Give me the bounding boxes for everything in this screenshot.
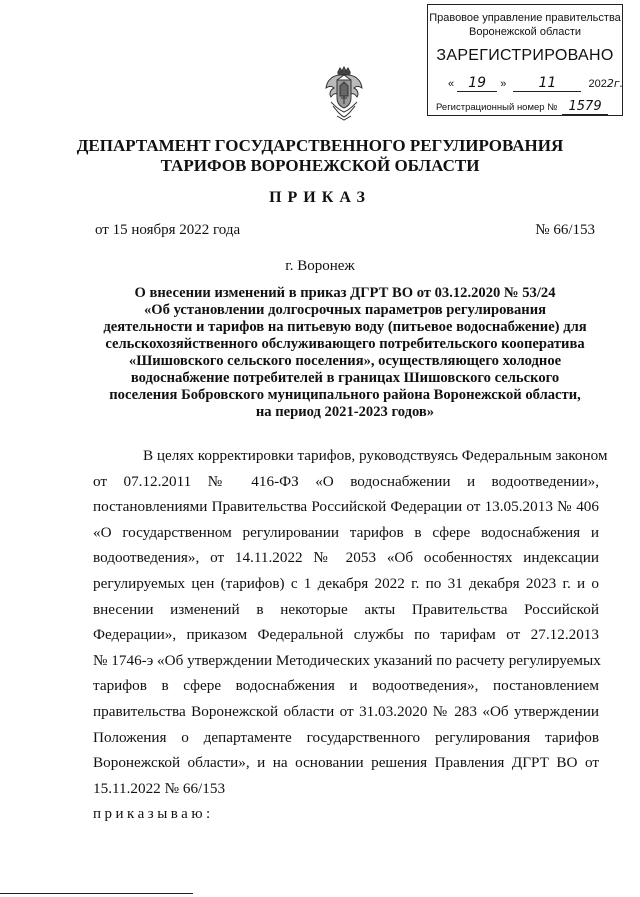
subject-line: поселения Бобровского муниципального района Воронежской области,	[109, 387, 581, 403]
footer-divider	[0, 893, 193, 894]
body-line: № 1746-э «Об утверждении Методических указаний по расчету регулируемых	[93, 651, 601, 669]
stamp-title: ЗАРЕГИСТРИРОВАНО	[436, 47, 614, 64]
subject-line: деятельности и тарифов на питьевую воду (питьевое водоснабжение) для	[103, 319, 587, 335]
document-date: от 15 ноября 2022 года	[95, 222, 241, 238]
body-line: Положения о департаменте государственного регулирования тарифов	[93, 728, 599, 746]
department-line1: ДЕПАРТАМЕНТ ГОСУДАРСТВЕННОГО РЕГУЛИРОВАНИЯ	[76, 136, 564, 155]
coat-of-arms-icon	[323, 66, 365, 122]
body-line: правительства Воронежской области от 31.03.2020 № 283 «Об утверждении	[93, 702, 599, 720]
body-line: от 07.12.2011 № 416-ФЗ «О водоснабжении и водоотведении»,	[93, 472, 599, 490]
subject-line: водоснабжение потребителей в границах Шишовского сельского	[130, 370, 560, 386]
subject-line: «Об установлении долгосрочных параметров регулирования	[143, 302, 546, 318]
body-line: Воронежской области», и на основании решения Правления ДГРТ ВО от	[93, 754, 599, 772]
subject-line: на период 2021-2023 годов»	[255, 404, 435, 420]
subject-line: О внесении изменений в приказ ДГРТ ВО от 03.12.2020 № 53/24	[134, 285, 556, 301]
stamp-year-suffix: 2г.	[606, 77, 624, 90]
stamp-year-prefix: 202	[588, 78, 607, 90]
order-word: приказываю:	[93, 806, 214, 822]
registration-stamp	[427, 4, 623, 116]
stamp-org-line2: Воронежской области	[468, 26, 581, 38]
body-line: водоотведения», от 14.11.2022 № 2053 «Об особенностях индексации	[93, 549, 599, 567]
stamp-quote-close: »	[500, 78, 507, 90]
document-body	[93, 443, 608, 801]
body-line: 15.11.2022 № 66/153	[93, 779, 226, 797]
document-city: г. Воронеж	[285, 258, 355, 274]
stamp-org-line1: Правовое управление правительства	[429, 12, 621, 24]
document-subject	[92, 285, 598, 421]
subject-line: сельскохозяйственного обслуживающего потребительского кооператива	[105, 336, 585, 352]
stamp-month: 11	[513, 75, 581, 92]
body-line: постановлениями Правительства Российской Федерации от 13.05.2013 № 406	[93, 498, 599, 516]
body-line: В целях корректировки тарифов, руководствуясь Федеральным законом	[143, 447, 608, 464]
body-line: «О государственном регулировании тарифов в сфере водоснабжения и	[93, 523, 599, 541]
department-title	[0, 136, 640, 176]
stamp-reg-number: 1579	[562, 99, 608, 115]
body-line: регулируемых цен (тарифов) с 1 декабря 2022 г. по 31 декабря 2023 г. и о	[93, 574, 599, 592]
stamp-registration	[436, 99, 620, 115]
body-line: внесении изменений в некоторые акты Правительства Российской	[93, 600, 599, 618]
body-line: тарифов в сфере водоснабжения и водоотведения», постановлением	[93, 677, 599, 695]
stamp-quote-open: «	[448, 78, 455, 90]
subject-line: «Шишовского сельского поселения», осуществляющего холодное	[128, 353, 562, 369]
stamp-reg-label: Регистрационный номер №	[436, 102, 558, 113]
stamp-day: 19	[457, 75, 497, 92]
document-number: № 66/153	[535, 222, 595, 238]
document-type: ПРИКАЗ	[269, 189, 371, 206]
stamp-date	[448, 75, 624, 92]
body-line: Федерации», приказом Федеральной службы по тарифам от 27.12.2013	[93, 626, 599, 644]
department-line2: ТАРИФОВ ВОРОНЕЖСКОЙ ОБЛАСТИ	[160, 156, 480, 175]
